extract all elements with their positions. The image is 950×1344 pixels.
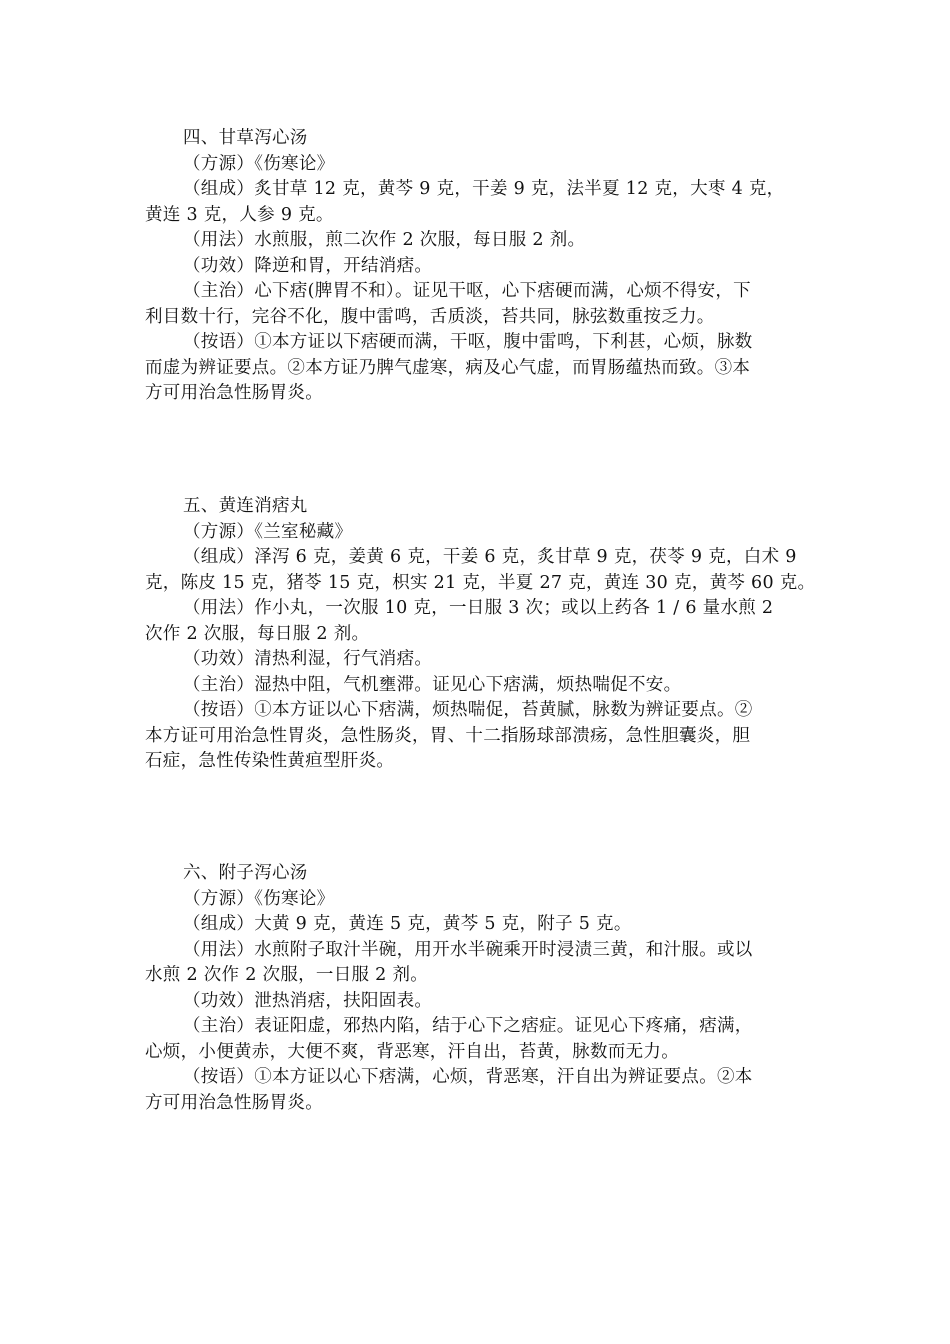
usage-line: （用法）水煎服，煎二次作 2 次服，每日服 2 剂。	[183, 230, 586, 250]
indication-line-cont: 利目数十行，完谷不化，腹中雷鸣，舌质淡，苔共同，脉弦数重按乏力。	[145, 306, 715, 327]
usage-line: （用法）作小丸，一次服 10 克，一日服 3 次；或以上药各 1 / 6 量水煎 2	[183, 598, 774, 618]
source-line: （方源）《伤寒论》	[183, 153, 335, 174]
efficacy-line: （功效）清热利湿，行气消痞。	[183, 649, 433, 669]
efficacy-line: （功效）泄热消痞，扶阳固表。	[183, 990, 433, 1011]
source-line: （方源）《伤寒论》	[183, 888, 335, 909]
section-heading: 六、附子泻心汤	[183, 863, 308, 883]
note-line-cont: 方可用治急性肠胃炎。	[145, 383, 323, 403]
note-line-cont: 而虚为辨证要点。②本方证乃脾气虚寒，病及心气虚，而胃肠蕴热而致。③本	[145, 357, 751, 378]
note-line: （按语）①本方证以心下痞满，心烦，背恶寒，汗自出为辨证要点。②本	[183, 1067, 753, 1087]
composition-line: （组成）炙甘草 12 克，黄芩 9 克，干姜 9 克，法半夏 12 克，大枣 4 克，	[183, 179, 785, 199]
usage-line: （用法）水煎附子取汁半碗，用开水半碗乘开时浸渍三黄，和汁服。或以	[183, 939, 753, 960]
indication-line: （主治）表证阳虚，邪热内陷，结于心下之痞症。证见心下疼痛，痞满，	[183, 1016, 753, 1036]
indication-line: （主治）心下痞(脾胃不和）。证见干呕，心下痞硬而满，心烦不得安，下	[183, 281, 751, 301]
section-gancao-xiexin-tang	[145, 126, 805, 407]
usage-line-cont: 次作 2 次服，每日服 2 剂。	[145, 623, 370, 644]
composition-line-cont: 黄连 3 克，人参 9 克。	[145, 204, 334, 225]
composition-line: （组成）泽泻 6 克，姜黄 6 克，干姜 6 克，炙甘草 9 克，茯苓 9 克，白术 9	[183, 547, 797, 567]
usage-line-cont: 水煎 2 次作 2 次服，一日服 2 剂。	[145, 965, 429, 985]
note-line-cont: 方可用治急性肠胃炎。	[145, 1092, 323, 1113]
section-fuzi-xiexin-tang	[145, 861, 805, 1116]
indication-line-cont: 心烦，小便黄赤，大便不爽，背恶寒，汗自出，苔黄，脉数而无力。	[145, 1041, 679, 1062]
source-line: （方源）《兰室秘藏》	[183, 521, 353, 542]
section-heading: 五、黄连消痞丸	[183, 496, 308, 516]
note-line-cont: 本方证可用治急性胃炎，急性肠炎，胃、十二指肠球部溃疡，急性胆囊炎，胆	[145, 725, 751, 746]
note-line: （按语）①本方证以下痞硬而满，干呕，腹中雷鸣，下利甚，心烦，脉数	[183, 332, 753, 352]
note-line-cont: 石症，急性传染性黄疸型肝炎。	[145, 751, 395, 771]
section-huanglian-xiaopi-wan	[145, 494, 816, 775]
note-line: （按语）①本方证以心下痞满，烦热喘促，苔黄腻，脉数为辨证要点。②	[183, 700, 753, 720]
section-heading: 四、甘草泻心汤	[183, 128, 308, 148]
efficacy-line: （功效）降逆和胃，开结消痞。	[183, 255, 433, 276]
indication-line: （主治）湿热中阻，气机壅滞。证见心下痞满，烦热喘促不安。	[183, 674, 682, 695]
composition-line: （组成）大黄 9 克，黄连 5 克，黄芩 5 克，附子 5 克。	[183, 914, 632, 934]
composition-line-cont: 克，陈皮 15 克，猪苓 15 克，枳实 21 克，半夏 27 克，黄连 30 克，黄芩 60 克。	[145, 572, 816, 593]
